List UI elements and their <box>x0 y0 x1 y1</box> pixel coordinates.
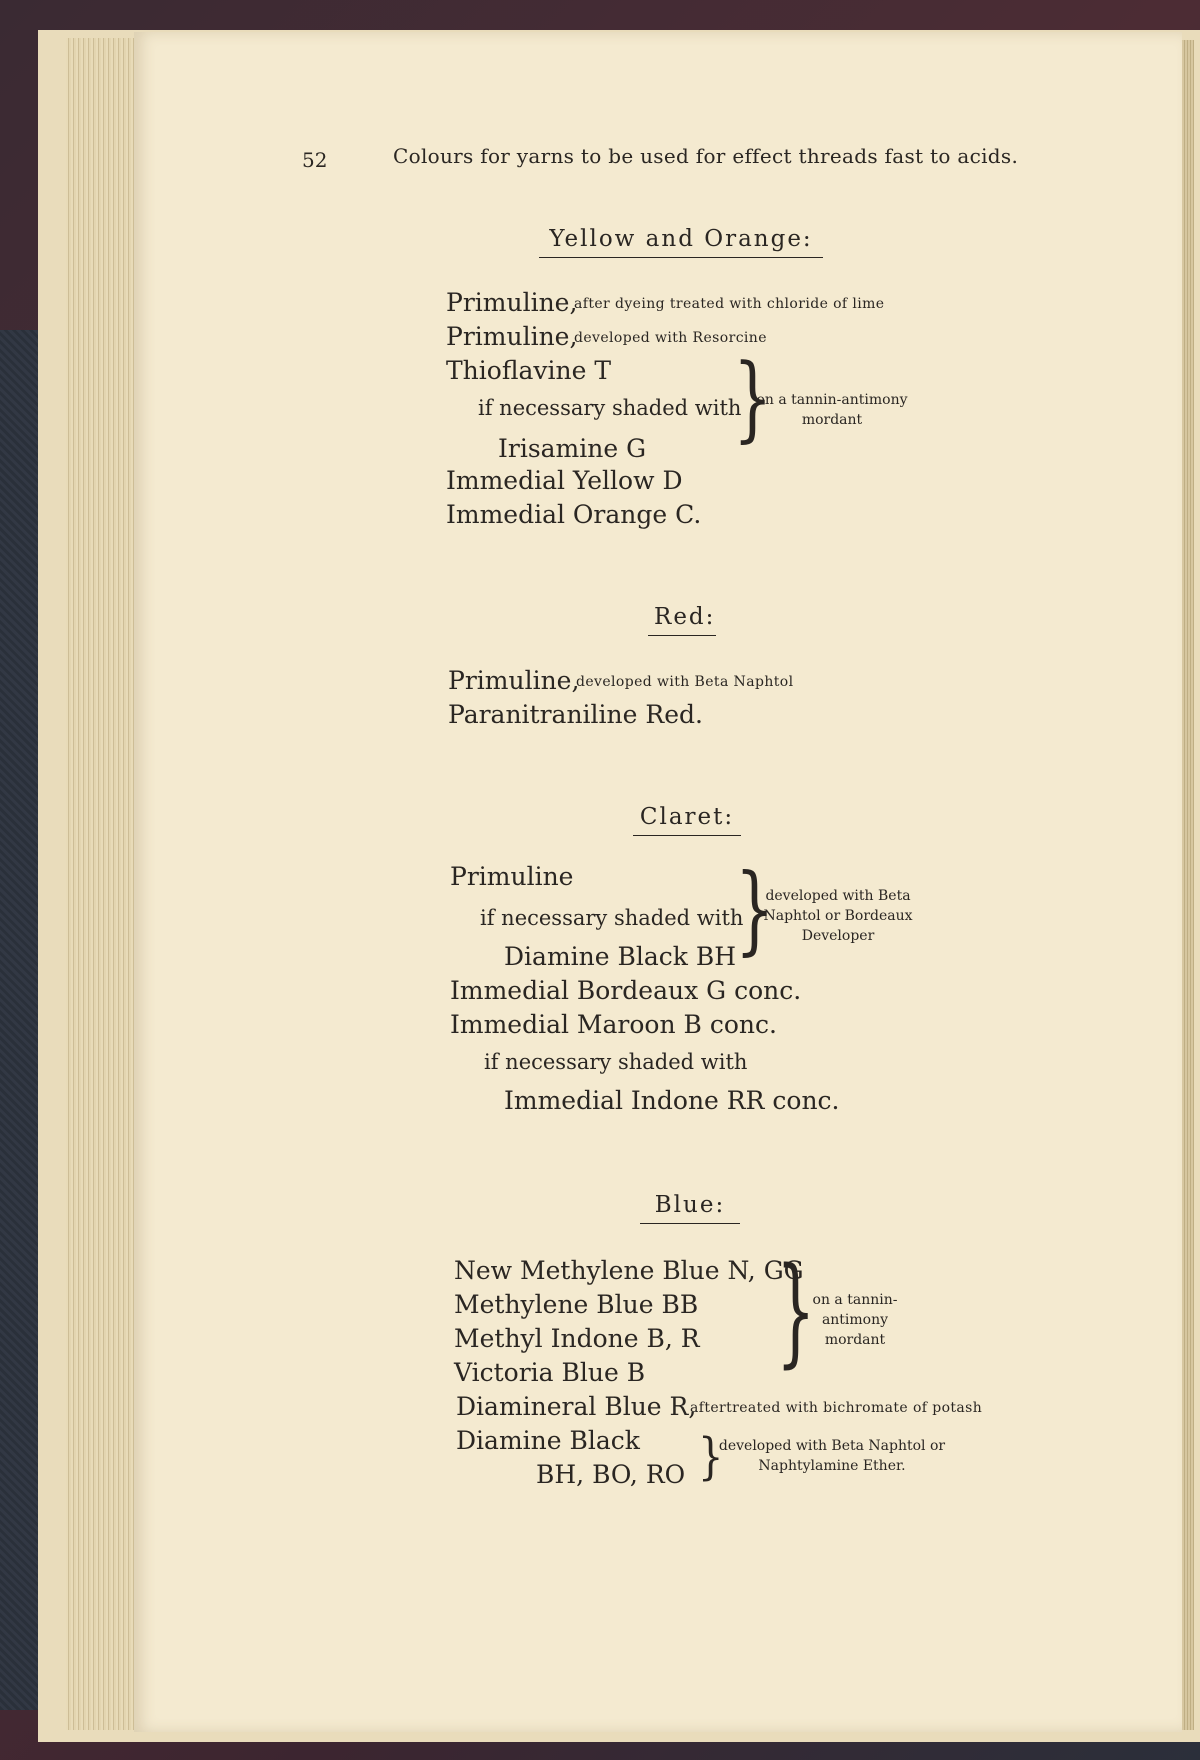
blue-line-6: Diamine Black <box>456 1426 640 1455</box>
section-heading-blue: Blue: <box>640 1192 740 1224</box>
yellow-line-6: Immedial Yellow D <box>446 466 683 495</box>
right-brace: } <box>776 1240 816 1380</box>
claret-line-6: if necessary shaded with <box>484 1050 748 1074</box>
right-brace: } <box>733 343 773 453</box>
right-brace: } <box>698 1428 724 1486</box>
section-heading-claret: Claret: <box>633 804 741 836</box>
page-number: 52 <box>302 148 328 172</box>
claret-line-3: Diamine Black BH <box>504 942 737 971</box>
page-edges <box>66 38 135 1730</box>
red-line-1-name: Primuline, <box>448 666 580 695</box>
yellow-line-3: Thioflavine T <box>446 356 612 385</box>
right-page-edge <box>1182 40 1194 1730</box>
claret-group-note: developed with Beta Naphtol or Bordeaux Developer <box>763 888 913 944</box>
claret-line-1: Primuline <box>450 862 574 891</box>
blue-group-note: on a tannin-antimony mordant <box>812 1292 898 1348</box>
section-heading-yellow-orange: Yellow and Orange: <box>539 226 823 258</box>
running-title: Colours for yarns to be used for effect threads fast to acids. <box>393 144 1019 168</box>
blue-line-2: Methylene Blue BB <box>454 1290 699 1319</box>
blue-line-1: New Methylene Blue N, GG <box>454 1256 804 1285</box>
yellow-line-1-name: Primuline, <box>446 288 578 317</box>
cover-cloth-texture <box>0 330 42 1710</box>
red-line-1-note: developed with Beta Naphtol <box>576 674 794 690</box>
yellow-line-1-note: after dyeing treated with chloride of lime <box>574 296 885 312</box>
blue-line-5-note: aftertreated with bichromate of potash <box>690 1400 983 1416</box>
yellow-line-4: if necessary shaded with <box>478 396 742 420</box>
claret-line-5: Immedial Maroon B conc. <box>450 1010 777 1039</box>
claret-line-4: Immedial Bordeaux G conc. <box>450 976 802 1005</box>
blue-line-3: Methyl Indone B, R <box>454 1324 700 1353</box>
blue-group2-note: developed with Beta Naphtol or Naphtylamine Ether. <box>718 1438 946 1474</box>
claret-line-7: Immedial Indone RR conc. <box>504 1086 840 1115</box>
yellow-line-7: Immedial Orange C. <box>446 500 702 529</box>
yellow-group-note: on a tannin-antimony mordant <box>756 392 908 428</box>
yellow-line-2-note: developed with Resorcine <box>574 330 767 346</box>
blue-line-4: Victoria Blue B <box>454 1358 646 1387</box>
yellow-line-2-name: Primuline, <box>446 322 578 351</box>
red-line-2: Paranitraniline Red. <box>448 700 703 729</box>
section-heading-red: Red: <box>648 604 716 636</box>
yellow-line-5: Irisamine G <box>498 434 647 463</box>
blue-line-5-name: Diamineral Blue R, <box>456 1392 697 1421</box>
claret-line-2: if necessary shaded with <box>480 906 744 930</box>
right-brace: } <box>735 852 775 966</box>
blue-line-7: BH, BO, RO <box>536 1460 686 1489</box>
